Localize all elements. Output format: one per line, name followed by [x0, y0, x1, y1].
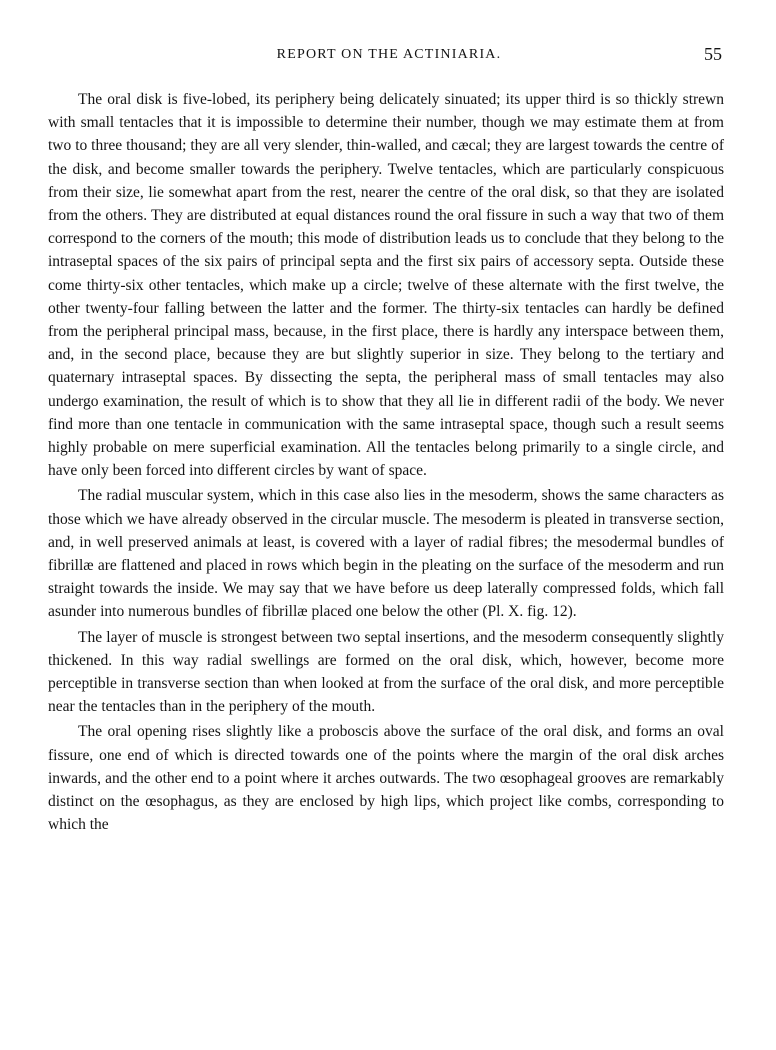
paragraph-muscle-layer: The layer of muscle is strongest between two septal insertions, and the mesoderm consequently slightly thickened. In this way radial swellings are formed on the oral disk, which, however, become more perceptible in transverse section than when looked at from the surface of the oral disk, and more perceptible near the tentacles than in the periphery of the mouth.	[48, 628, 724, 716]
running-head	[56, 44, 722, 66]
page-number: 55	[704, 44, 722, 64]
paragraph-radial-muscular-system: The radial muscular system, which in this case also lies in the mesoderm, shows the same characters as those which we have already observed in the circular muscle. The mesoderm is pleated in transverse section, and, in well preserved animals at least, is covered with a layer of radial fibres; the mesodermal bundles of fibrillæ are flattened and placed in rows which begin in the pleating on the surface of the mesoderm and run straight towards the inside. We may say that we have before us deep laterally compressed folds, which fall asunder into numerous bundles of fibrillæ placed one below the other (Pl. X. fig. 12).	[48, 487, 724, 621]
paragraph-oral-disk: The oral disk is five-lobed, its periphery being delicately sinuated; its upper third is so thickly strewn with small tentacles that it is impossible to determine their number, though we may estimate them at from two to three thousand; they are all very slender, thin-walled, and cæcal; they are largest towards the centre of the disk, and become smaller towards the periphery. Twelve tentacles, which are particularly conspicuous from their size, lie somewhat apart from the rest, nearer the centre of the oral disk, so that they are isolated from the others. They are distributed at equal distances round the oral fissure in such a way that two of them correspond to the corners of the mouth; this mode of distribution leads us to conclude that they belong to the intraseptal spaces of the six pairs of principal septa and the first six pairs of accessory septa. Outside these come thirty-six other tentacles, which make up a circle; twelve of these alternate with the first twelve, the other twenty-four falling between the latter and the former. The thirty-six tentacles can hardly be defined from the peripheral principal mass, because, in the first place, there is hardly any interspace between them, and, in the second place, because they are but slightly superior in size. They belong to the tertiary and quaternary intraseptal spaces. By dissecting the septa, the peripheral mass of small tentacles may also undergo examination, the result of which is to show that they all lie in different radii of the body. We never find more than one tentacle in communication with the same intraseptal space, though such a result seems highly probable on mere superficial examination. All the tentacles belong primarily to a single circle, and have only been forced into different circles by want of space.	[48, 91, 724, 480]
running-title: REPORT ON THE ACTINIARIA.	[276, 47, 502, 62]
body-text	[48, 88, 724, 837]
paragraph-oral-opening: The oral opening rises slightly like a proboscis above the surface of the oral disk, and forms an oval fissure, one end of which is directed towards one of the points where the margin of the oral disk arches inwards, and the other end to a point where it arches outwards. The two œsophageal grooves are remarkably distinct on the œsophagus, as they are enclosed by high lips, which project like combs, corresponding to which the	[48, 723, 724, 834]
